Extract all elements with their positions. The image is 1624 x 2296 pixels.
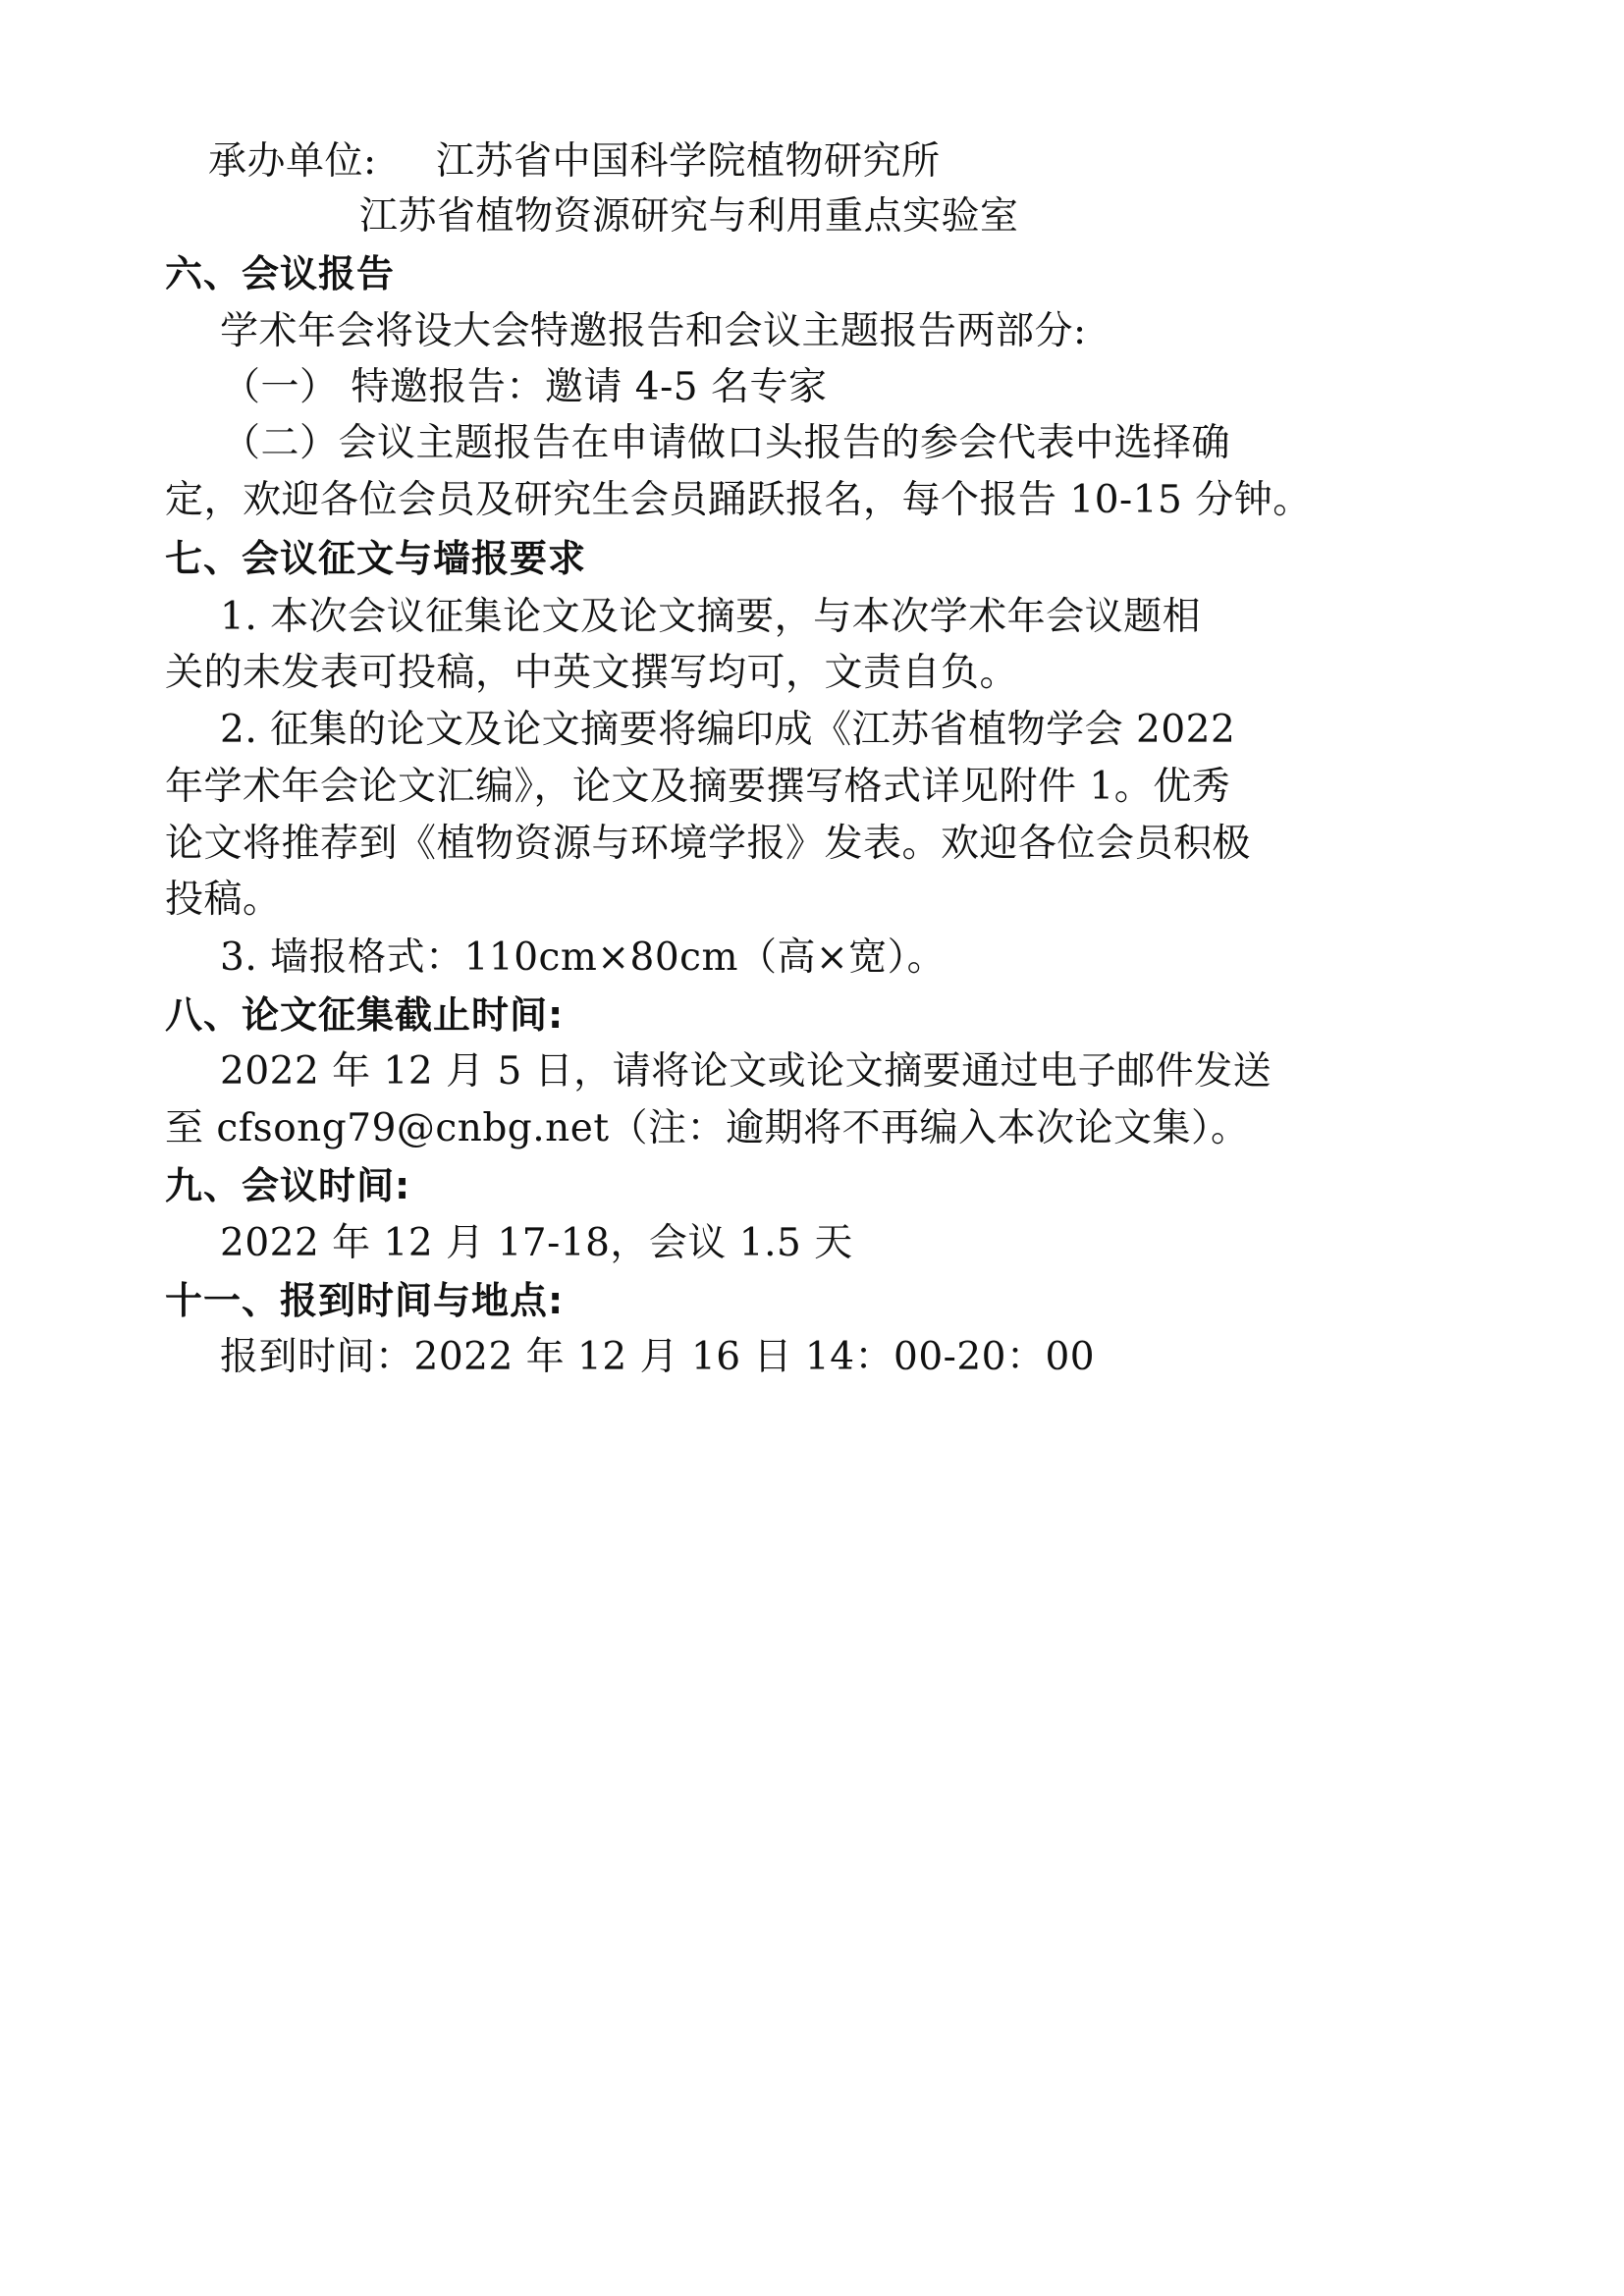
section-7-p3: 3. 墙报格式：110cm×80cm（高×宽）。 — [220, 935, 947, 980]
section-6-item-2-line-1: （二）会议主题报告在申请做口头报告的参会代表中选择确 — [222, 421, 1231, 465]
section-7-heading: 七、会议征文与墙报要求 — [165, 537, 587, 580]
section-6-item-2-line-2: 定，欢迎各位会员及研究生会员踊跃报名，每个报告 10-15 分钟。 — [165, 478, 1312, 522]
organizer-unit-1: 江苏省中国科学院植物研究所 — [436, 139, 941, 184]
section-7-p2-line-4: 投稿。 — [165, 878, 282, 922]
section-8-line-1: 2022 年 12 月 5 日，请将论文或论文摘要通过电子邮件发送 — [220, 1049, 1272, 1094]
section-7-p1-line-2: 关的未发表可投稿，中英文撰写均可，文责自负。 — [165, 651, 1019, 695]
section-6-heading: 六、会议报告 — [165, 252, 396, 295]
section-6-intro: 学术年会将设大会特邀报告和会议主题报告两部分: — [220, 309, 1087, 353]
section-7-p2-line-1: 2. 征集的论文及论文摘要将编印成《江苏省植物学会 2022 — [220, 708, 1236, 752]
section-8-line-2: 至 cfsong79@cnbg.net（注：逾期将不再编入本次论文集）。 — [165, 1106, 1250, 1150]
section-8-heading: 八、论文征集截止时间: — [165, 993, 565, 1037]
section-9-line-1: 2022 年 12 月 17-18，会议 1.5 天 — [220, 1221, 853, 1265]
section-6-item-1: （一） 特邀报告：邀请 4-5 名专家 — [222, 365, 828, 409]
section-11-line-1: 报到时间：2022 年 12 月 16 日 14：00-20：00 — [220, 1335, 1096, 1379]
section-11-heading: 十一、报到时间与地点: — [165, 1279, 565, 1322]
organizer-label: 承办单位: — [208, 139, 377, 184]
section-7-p1-line-1: 1. 本次会议征集论文及论文摘要，与本次学术年会议题相 — [220, 595, 1202, 639]
section-7-p2-line-3: 论文将推荐到《植物资源与环境学报》发表。欢迎各位会员积极 — [165, 822, 1252, 866]
organizer-unit-2: 江苏省植物资源研究与利用重点实验室 — [359, 194, 1019, 239]
organizer-line — [208, 135, 941, 188]
section-9-heading: 九、会议时间: — [165, 1164, 411, 1207]
section-7-p2-line-2: 年学术年会论文汇编》，论文及摘要撰写格式详见附件 1。优秀 — [165, 765, 1231, 809]
